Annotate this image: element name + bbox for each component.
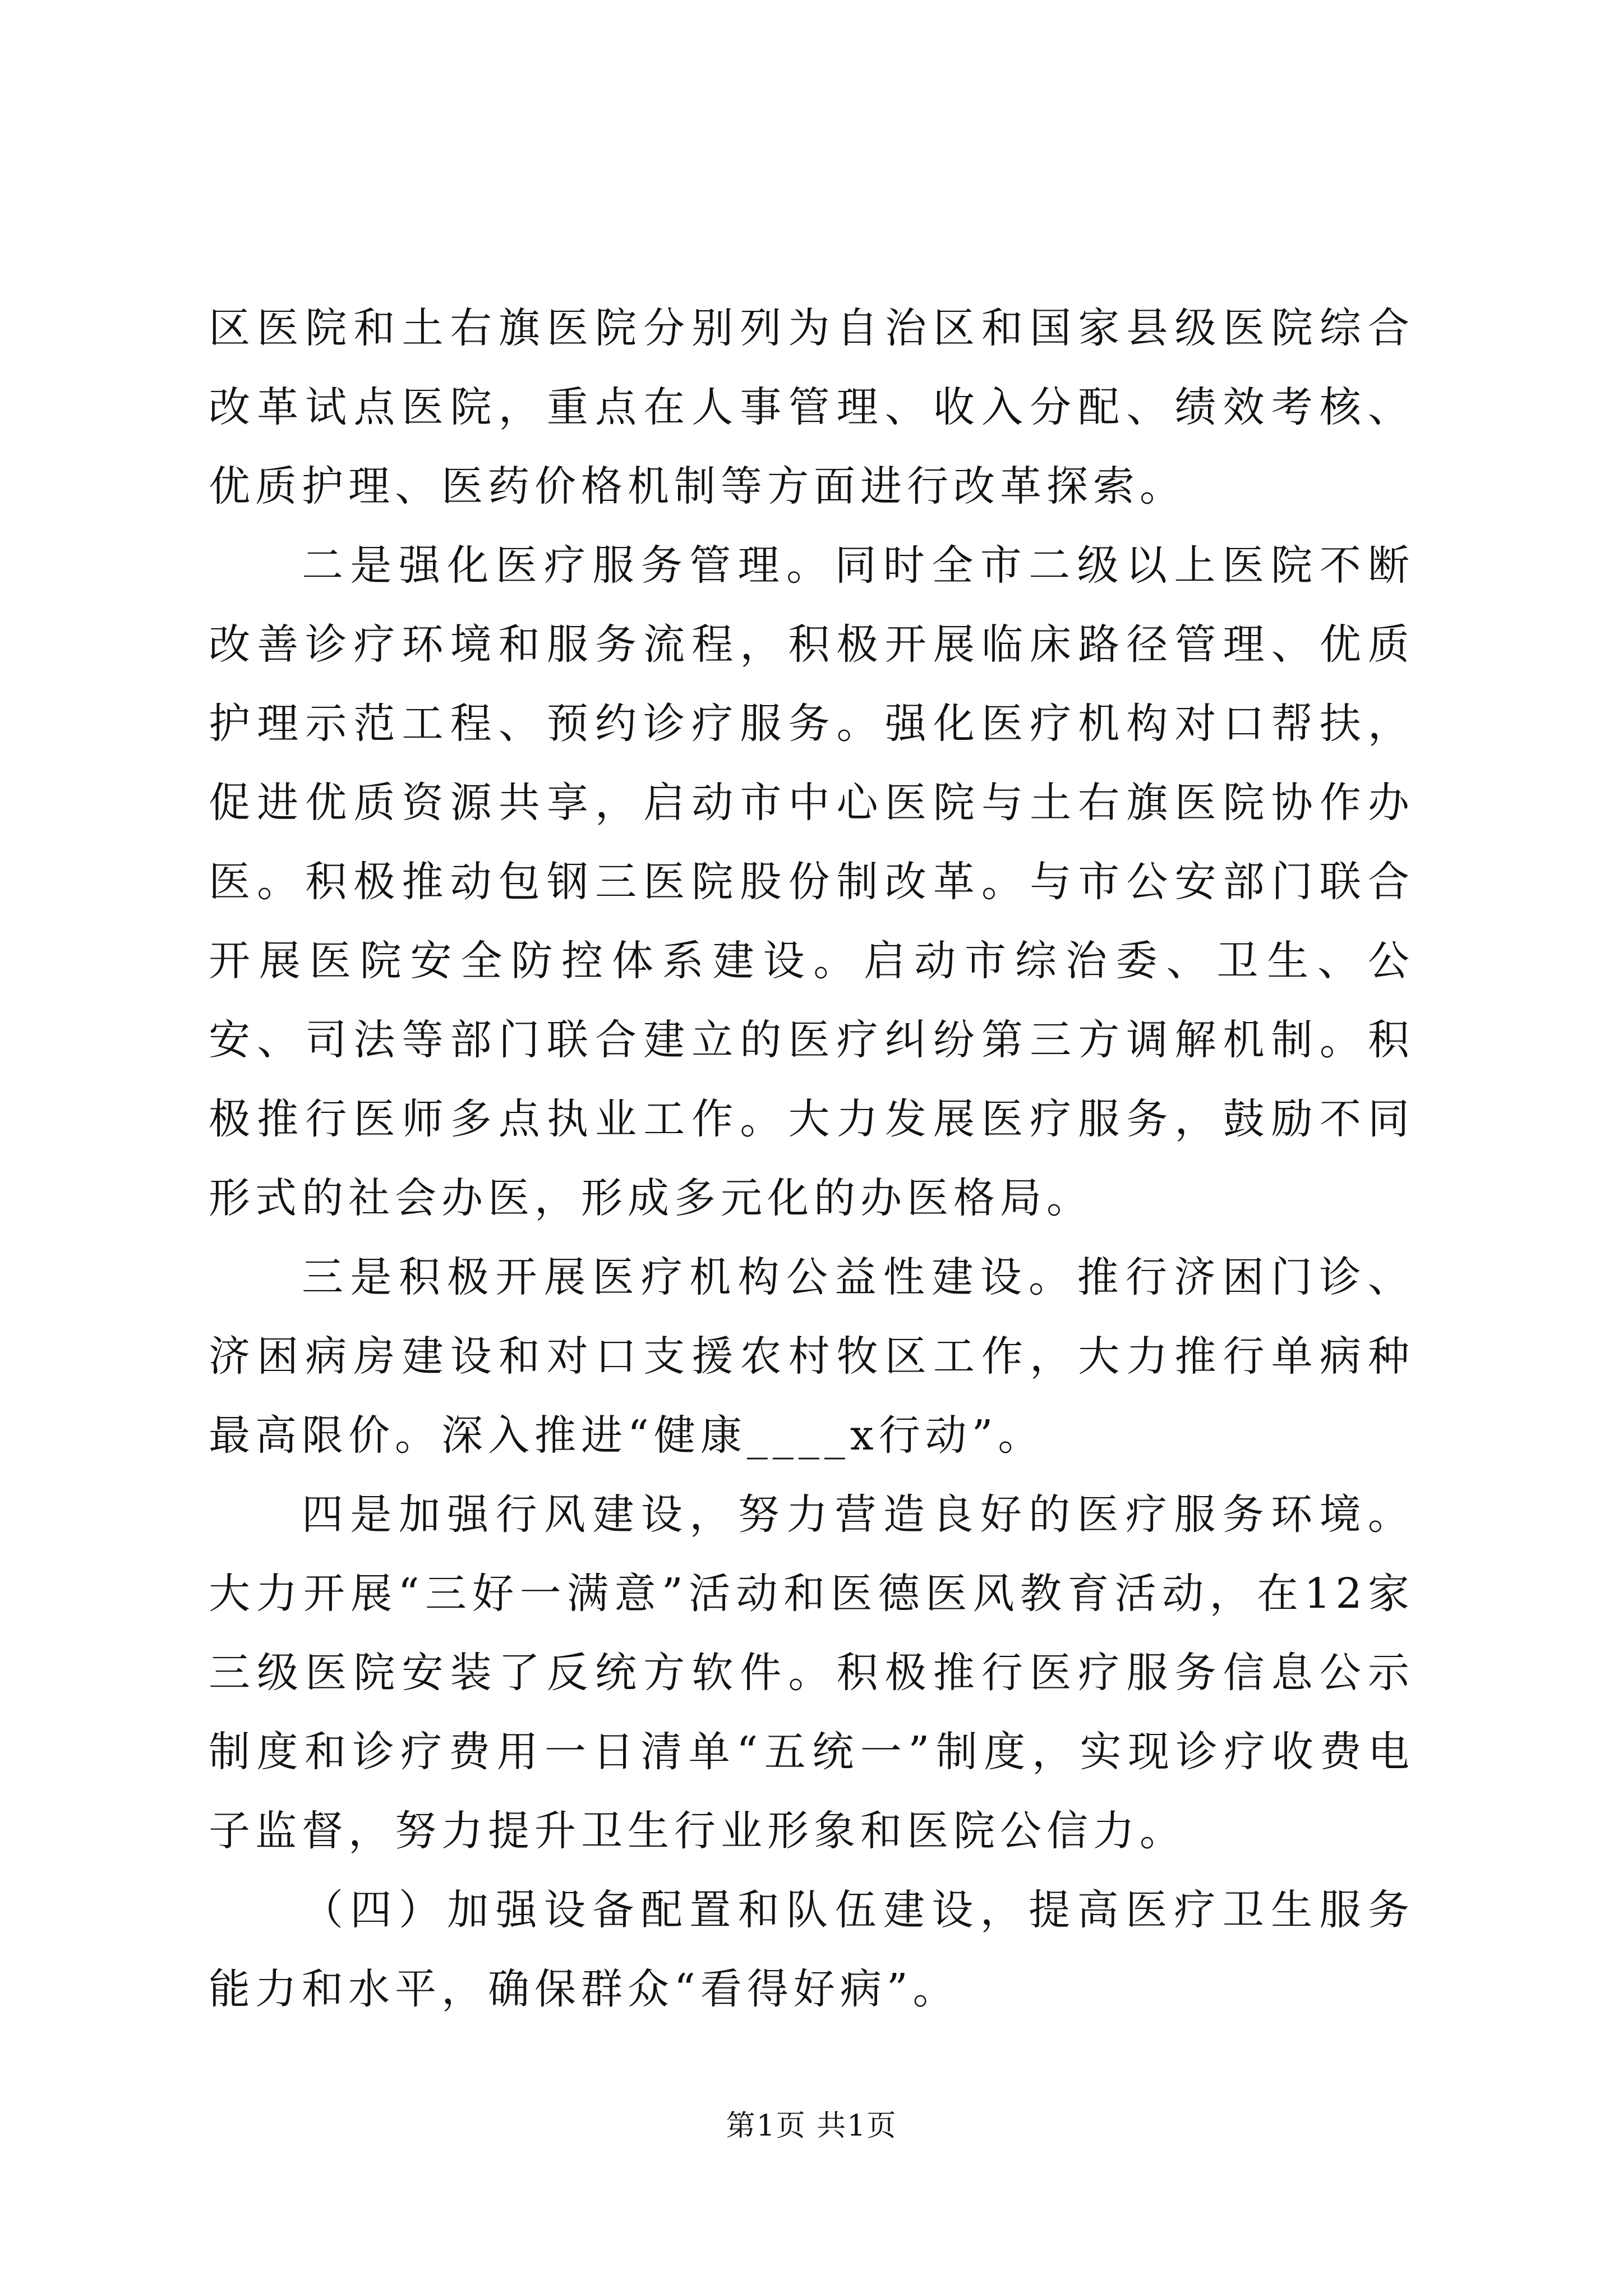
- page-number-footer: 第1页 共1页: [726, 2109, 897, 2143]
- paragraph-medical-service-management: 二是强化医疗服务管理。同时全市二级以上医院不断改善诊疗环境和服务流程，积极开展临床路径管理、优质护理示范工程、预约诊疗服务。强化医疗机构对口帮扶，促进优质资源共享，启动市中心医院与土右旗医院协作办医。积极推动包钢三医院股份制改革。与市公安部门联合开展医院安全防控体系建设。启动市综治委、卫生、公安、司法等部门联合建立的医疗纠纷第三方调解机制。积极推行医师多点执业工作。大力发展医疗服务，鼓励不同形式的社会办医，形成多元化的办医格局。: [209, 541, 1414, 1222]
- document-body: [209, 289, 1414, 2029]
- paragraph-industry-conduct: 四是加强行风建设，努力营造良好的医疗服务环境。大力开展“三好一满意”活动和医德医风教育活动，在12家三级医院安装了反统方软件。积极推行医疗服务信息公示制度和诊疗费用一日清单“五统一”制度，实现诊疗收费电子监督，努力提升卫生行业形象和医院公信力。: [209, 1490, 1414, 1855]
- paragraph-section-four-heading: （四）加强设备配置和队伍建设，提高医疗卫生服务能力和水平，确保群众“看得好病”。: [209, 1886, 1414, 2013]
- paragraph-continuation: 区医院和土右旗医院分别列为自治区和国家县级医院综合改革试点医院，重点在人事管理、收入分配、绩效考核、优质护理、医药价格机制等方面进行改革探索。: [209, 304, 1414, 510]
- paragraph-public-welfare-construction: 三是积极开展医疗机构公益性建设。推行济困门诊、济困病房建设和对口支援农村牧区工作，大力推行单病种最高限价。深入推进“健康____x行动”。: [209, 1253, 1414, 1460]
